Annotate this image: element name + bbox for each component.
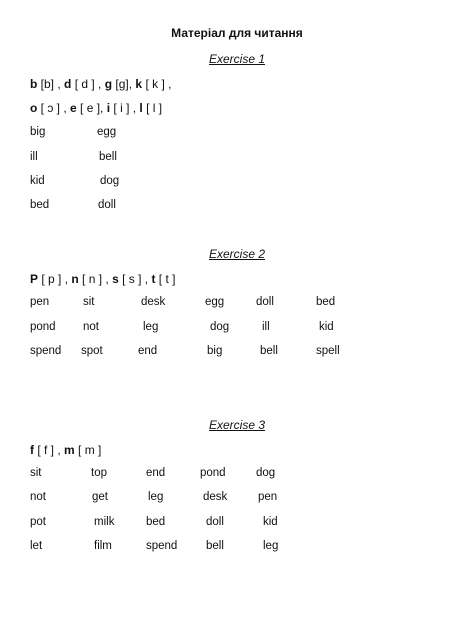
phonetic-transcription: [ f ] , [34,443,65,457]
word-row [0,345,474,361]
exercise-heading: Exercise 3 [208,418,266,432]
phonetic-transcription: [ n ] , [78,272,113,286]
phonetic-transcription: [ d ] , [71,77,105,91]
reading-word: spot [81,345,103,357]
phonetic-letter: l [139,101,143,115]
phonetic-letter: m [64,443,75,457]
phonetic-letter: e [70,101,77,115]
phonetic-letter: b [30,77,38,91]
phonetic-letter: o [30,101,38,115]
phonetic-line [30,77,171,91]
reading-word: pond [200,467,226,479]
reading-word: desk [203,491,228,503]
reading-word: dog [100,175,120,187]
word-row [0,516,474,532]
word-row [0,199,474,215]
reading-word: sit [83,296,95,308]
phonetic-line [30,101,162,115]
reading-word: pond [30,321,56,333]
reading-word: egg [205,296,225,308]
word-row [0,126,474,142]
phonetic-letter: n [71,272,79,286]
reading-word: kid [30,175,45,187]
phonetic-letter: g [104,77,113,91]
phonetic-transcription: [g], [112,77,136,91]
reading-word: doll [206,516,224,528]
word-row [0,321,474,337]
reading-word: dog [256,467,276,479]
reading-word: dog [210,321,230,333]
reading-word: ill [262,321,270,333]
exercise-heading: Exercise 1 [208,52,266,66]
reading-word: top [91,467,107,479]
phonetic-transcription: [b] , [37,77,65,91]
reading-word: leg [263,540,279,552]
phonetic-transcription: [ m ] [74,443,102,457]
reading-word: end [138,345,158,357]
phonetic-transcription: [ s ] , [118,272,152,286]
reading-word: spend [146,540,178,552]
reading-word: pen [258,491,278,503]
phonetic-transcription: [ ɔ ] , [37,101,71,115]
reading-word: big [30,126,46,138]
reading-word: bell [206,540,224,552]
phonetic-letter: s [112,272,119,286]
phonetic-transcription: [ t ] [155,272,176,286]
phonetic-letter: t [151,272,156,286]
word-row [0,491,474,507]
reading-word: get [92,491,108,503]
reading-word: ill [30,151,38,163]
phonetic-transcription: [ p ] , [38,272,72,286]
phonetic-transcription: [ k ] , [142,77,172,91]
reading-word: bed [30,199,50,211]
reading-word: end [146,467,166,479]
phonetic-letter: d [64,77,72,91]
reading-word: not [30,491,46,503]
phonetic-transcription: [ l ] [142,101,163,115]
reading-word: let [30,540,43,552]
phonetic-line [30,272,175,286]
reading-word: egg [97,126,117,138]
reading-word: leg [148,491,164,503]
reading-word: milk [94,516,115,528]
reading-word: big [207,345,223,357]
phonetic-transcription: [ i ] , [110,101,140,115]
word-row [0,296,474,312]
reading-word: bed [316,296,336,308]
phonetic-letter: f [30,443,34,457]
reading-word: bell [260,345,278,357]
phonetic-letter: P [30,272,39,286]
reading-word: doll [256,296,274,308]
reading-word: doll [98,199,116,211]
reading-word: not [83,321,99,333]
reading-word: sit [30,467,42,479]
exercise-heading: Exercise 2 [208,247,266,261]
word-row [0,175,474,191]
reading-word: pot [30,516,46,528]
word-row [0,467,474,483]
page-title: Матеріал для читання [171,26,303,40]
reading-word: spend [30,345,62,357]
reading-word: spell [316,345,340,357]
phonetic-letter: i [106,101,111,115]
reading-word: leg [143,321,159,333]
phonetic-transcription: [ e ], [76,101,107,115]
reading-word: desk [141,296,166,308]
word-row [0,151,474,167]
reading-word: bell [99,151,117,163]
reading-word: pen [30,296,50,308]
word-row [0,540,474,556]
reading-word: bed [146,516,166,528]
phonetic-letter: k [135,77,143,91]
reading-word: film [94,540,112,552]
reading-word: kid [319,321,334,333]
reading-word: kid [263,516,278,528]
phonetic-line [30,443,101,457]
